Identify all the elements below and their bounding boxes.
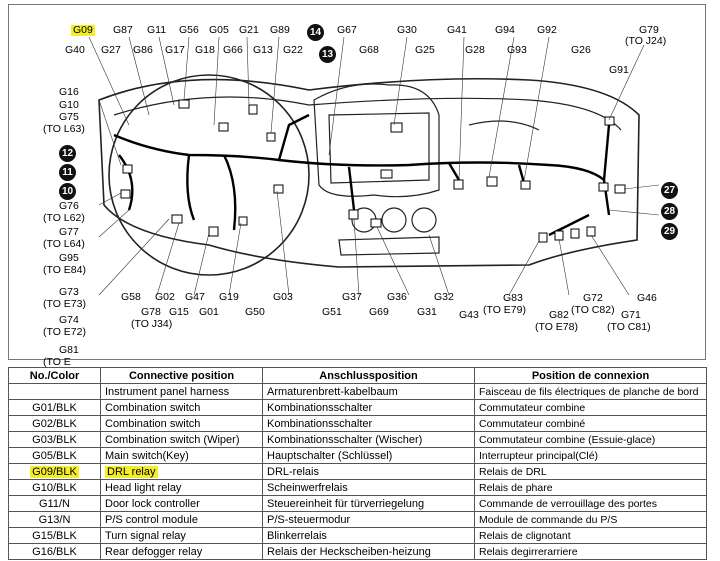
table-cell: Hauptschalter (Schlüssel) — [263, 448, 475, 464]
table-cell: Relais de phare — [475, 480, 707, 496]
connector-label-g15: G15 — [169, 306, 189, 318]
table-cell: G01/BLK — [9, 400, 101, 416]
connector-label-g72: G72 — [583, 292, 603, 304]
table-cell: Head light relay — [101, 480, 263, 496]
table-row — [9, 464, 707, 480]
connector-label-g02: G02 — [155, 291, 175, 303]
table-cell: Main switch(Key) — [101, 448, 263, 464]
connector-label-g11: G11 — [147, 24, 167, 36]
reference-badge-12: 12 — [59, 145, 76, 162]
connector-label-g46: G46 — [637, 292, 657, 304]
table-cell: Commande de verrouillage des portes — [475, 496, 707, 512]
table-cell: Kombinationsschalter (Wischer) — [263, 432, 475, 448]
table-cell: G13/N — [9, 512, 101, 528]
table-cell: G16/BLK — [9, 544, 101, 560]
connector-label-g78: G78 — [141, 306, 161, 318]
table-cell: Combination switch — [101, 416, 263, 432]
connector-label-g69: G69 — [369, 306, 389, 318]
connector-label-g95: G95 — [59, 252, 79, 264]
table-row — [9, 480, 707, 496]
table-cell: Turn signal relay — [101, 528, 263, 544]
connector-label-g82n: (TO E78) — [535, 321, 578, 333]
connector-label-g77: G77 — [59, 226, 79, 238]
table-row — [9, 400, 707, 416]
highlighted-text: G09/BLK — [32, 465, 77, 478]
connector-label-g21: G21 — [239, 24, 259, 36]
connector-label-g72n: (TO C82) — [571, 304, 615, 316]
table-cell: Armaturenbrett-kabelbaum — [263, 384, 475, 400]
connector-label-g79n: (TO J24) — [625, 35, 667, 47]
table-cell: G10/BLK — [9, 480, 101, 496]
connector-label-g71: G71 — [621, 309, 641, 321]
connector-label-g75n: (TO L63) — [43, 123, 85, 135]
reference-badge-10: 10 — [59, 183, 76, 200]
connector-label-g92: G92 — [537, 24, 557, 36]
connector-label-g76n: (TO L62) — [43, 212, 85, 224]
table-row — [9, 432, 707, 448]
connector-label-g78n: (TO J34) — [131, 318, 173, 330]
table-cell: Door lock controller — [101, 496, 263, 512]
table-row — [9, 496, 707, 512]
connector-label-g40: G40 — [65, 44, 85, 56]
table-cell — [9, 464, 101, 480]
connector-label-g05: G05 — [209, 24, 229, 36]
table-cell: Combination switch (Wiper) — [101, 432, 263, 448]
table-cell: Relais der Heckscheiben-heizung — [263, 544, 475, 560]
table-cell: Kombinationsschalter — [263, 400, 475, 416]
connector-label-g16: G16 — [59, 86, 79, 98]
table-row — [9, 528, 707, 544]
table-cell: Kombinationsschalter — [263, 416, 475, 432]
connector-label-g30: G30 — [397, 24, 417, 36]
connector-label-g56: G56 — [179, 24, 199, 36]
table-cell: P/S-steuermodur — [263, 512, 475, 528]
table-row — [9, 384, 707, 400]
connector-label-g93: G93 — [507, 44, 527, 56]
table-cell: Faisceau de fils électriques de planche de bord — [475, 384, 707, 400]
connector-label-g89: G89 — [270, 24, 290, 36]
header-connective-position: Connective position — [101, 368, 263, 384]
connector-label-g25: G25 — [415, 44, 435, 56]
connector-label-g91: G91 — [609, 64, 629, 76]
reference-badge-14: 14 — [307, 24, 324, 41]
connector-label-g36: G36 — [387, 291, 407, 303]
table-cell — [9, 384, 101, 400]
table-cell: Commutateur combiné — [475, 416, 707, 432]
connector-label-g76: G76 — [59, 200, 79, 212]
connector-label-g95n: (TO E84) — [43, 264, 86, 276]
connector-label-g03: G03 — [273, 291, 293, 303]
table-cell: G15/BLK — [9, 528, 101, 544]
wiring-diagram-panel — [8, 4, 706, 368]
connector-label-g01: G01 — [199, 306, 219, 318]
table-cell: DRL-relais — [263, 464, 475, 480]
connector-label-g28: G28 — [465, 44, 485, 56]
connector-label-g94: G94 — [495, 24, 515, 36]
connector-label-g75: G75 — [59, 111, 79, 123]
connector-label-g51: G51 — [322, 306, 342, 318]
reference-badge-11: 11 — [59, 164, 76, 181]
table-cell: P/S control module — [101, 512, 263, 528]
connector-label-g82: G82 — [549, 309, 569, 321]
table-cell: Combination switch — [101, 400, 263, 416]
connector-label-g86: G86 — [133, 44, 153, 56]
connector-label-g43: G43 — [459, 309, 479, 321]
connector-label-g32: G32 — [434, 291, 454, 303]
connector-label-g37: G37 — [342, 291, 362, 303]
reference-badge-29: 29 — [661, 223, 678, 240]
connector-label-g41: G41 — [447, 24, 467, 36]
connector-label-g47: G47 — [185, 291, 205, 303]
table-cell: Commutateur combine — [475, 400, 707, 416]
connector-label-g83n: (TO E79) — [483, 304, 526, 316]
table-cell — [101, 464, 263, 480]
connector-label-g73: G73 — [59, 286, 79, 298]
reference-badge-28: 28 — [661, 203, 678, 220]
table-cell: Relais de clignotant — [475, 528, 707, 544]
table-row — [9, 416, 707, 432]
connector-label-g83: G83 — [503, 292, 523, 304]
connector-label-g19: G19 — [219, 291, 239, 303]
table-cell: G05/BLK — [9, 448, 101, 464]
table-cell: Relais degirrerarriere — [475, 544, 707, 560]
table-cell: Steuereinheit für türverriegelung — [263, 496, 475, 512]
connector-label-g27: G27 — [101, 44, 121, 56]
connector-label-g74: G74 — [59, 314, 79, 326]
connector-label-g09: G09 — [73, 24, 93, 36]
connector-label-g73n: (TO E73) — [43, 298, 86, 310]
table-cell: Rear defogger relay — [101, 544, 263, 560]
connector-label-g18: G18 — [195, 44, 215, 56]
highlighted-text: DRL relay — [107, 465, 156, 478]
connector-label-g10: G10 — [59, 99, 79, 111]
connector-label-g77n: (TO L64) — [43, 238, 85, 250]
connector-label-g66: G66 — [223, 44, 243, 56]
connector-label-g17: G17 — [165, 44, 185, 56]
table-cell: G02/BLK — [9, 416, 101, 432]
table-cell: G03/BLK — [9, 432, 101, 448]
connector-label-g50: G50 — [245, 306, 265, 318]
connector-label-g67: G67 — [337, 24, 357, 36]
connector-label-g71n: (TO C81) — [607, 321, 651, 333]
reference-badge-13: 13 — [319, 46, 336, 63]
connector-label-g58: G58 — [121, 291, 141, 303]
connector-label-g22: G22 — [283, 44, 303, 56]
connector-label-g74n: (TO E72) — [43, 326, 86, 338]
header-anschlussposition: Anschlussposition — [263, 368, 475, 384]
connector-label-g26: G26 — [571, 44, 591, 56]
table-row — [9, 448, 707, 464]
table-row — [9, 512, 707, 528]
table-header-row — [9, 368, 707, 384]
table-cell: Instrument panel harness — [101, 384, 263, 400]
connector-label-g81n: (TO E — [43, 356, 71, 368]
table-row — [9, 544, 707, 560]
table-cell: Interrupteur principal(Clé) — [475, 448, 707, 464]
connector-label-g31: G31 — [417, 306, 437, 318]
connector-label-g79: G79 — [639, 24, 659, 36]
table-cell: Module de commande du P/S — [475, 512, 707, 528]
table-cell: G11/N — [9, 496, 101, 512]
table-cell: Scheinwerfrelais — [263, 480, 475, 496]
header-position-de-connexion: Position de connexion — [475, 368, 707, 384]
connector-label-g68: G68 — [359, 44, 379, 56]
header-no-color: No./Color — [9, 368, 101, 384]
table-cell: Relais de DRL — [475, 464, 707, 480]
table-body — [9, 384, 707, 560]
connector-label-g87: G87 — [113, 24, 133, 36]
connector-label-g81: G81 — [59, 344, 79, 356]
table-cell: Blinkerrelais — [263, 528, 475, 544]
connector-label-g13: G13 — [253, 44, 273, 56]
table-cell: Commutateur combine (Essuie-glace) — [475, 432, 707, 448]
reference-badge-27: 27 — [661, 182, 678, 199]
connector-table — [8, 367, 707, 560]
